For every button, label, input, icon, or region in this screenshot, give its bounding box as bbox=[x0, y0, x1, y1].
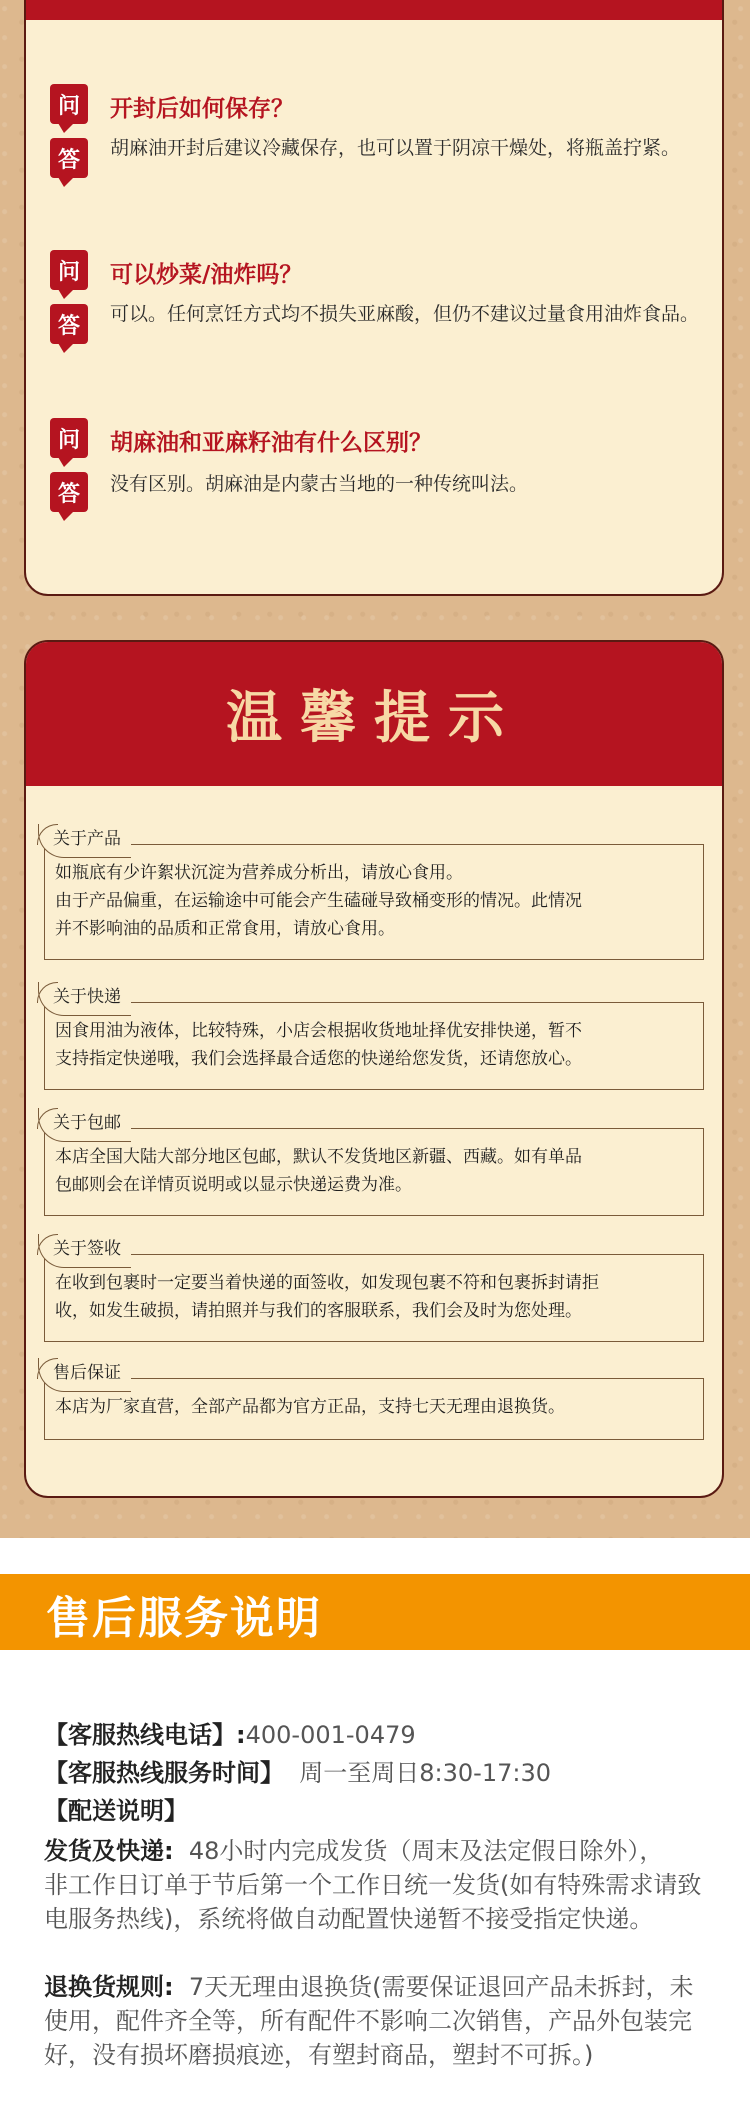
tip-line: 在收到包裹时一定要当着快递的面签收，如发现包裹不符和包裹拆封请拒 bbox=[55, 1273, 599, 1293]
tips-card bbox=[24, 640, 724, 1498]
faq-question: 开封后如何保存？ bbox=[110, 96, 294, 122]
delivery-heading bbox=[44, 1794, 724, 1828]
return-line: 使用，配件齐全等，所有配件不影响二次销售，产品外包装完 bbox=[44, 2007, 692, 2035]
shipping-line: 非工作日订单于节后第一个工作日统一发货(如有特殊需求请致 bbox=[44, 1871, 702, 1899]
tip-line: 收，如发生破损，请拍照并与我们的客服联系，我们会及时为您处理。 bbox=[55, 1301, 582, 1321]
tip-box bbox=[44, 1378, 704, 1440]
tips-title: 温馨提示 bbox=[226, 685, 522, 751]
question-badge: 问 bbox=[50, 418, 88, 458]
faq-question: 可以炒菜/油炸吗？ bbox=[110, 262, 303, 288]
shipping-label: 发货及快递: bbox=[44, 1837, 174, 1865]
tip-box bbox=[44, 844, 704, 960]
service-title: 售后服务说明 bbox=[46, 1593, 322, 1644]
answer-badge: 答 bbox=[50, 472, 88, 512]
shipping-line: 电服务热线)，系统将做自动配置快递暂不接受指定快递。 bbox=[44, 1905, 654, 1933]
tip-box bbox=[44, 1254, 704, 1342]
delivery-label: 【配送说明】 bbox=[44, 1797, 188, 1825]
question-badge: 问 bbox=[50, 84, 88, 124]
tip-label: 关于产品 bbox=[38, 824, 131, 858]
tip-label: 关于包邮 bbox=[38, 1108, 131, 1142]
return-block bbox=[44, 1970, 724, 2072]
tip-line: 并不影响油的品质和正常食用，请放心食用。 bbox=[55, 919, 395, 939]
hours-label: 【客服热线服务时间】 bbox=[44, 1759, 284, 1787]
tip-line: 支持指定快递哦，我们会选择最合适您的快递给您发货，还请您放心。 bbox=[55, 1049, 582, 1069]
tip-line: 如瓶底有少许絮状沉淀为营养成分析出，请放心食用。 bbox=[55, 863, 463, 883]
hotline-row bbox=[44, 1718, 724, 1752]
service-title-bar bbox=[0, 1574, 750, 1650]
faq-answer: 没有区别。胡麻油是内蒙古当地的一种传统叫法。 bbox=[110, 473, 529, 495]
tip-line: 由于产品偏重，在运输途中可能会产生磕碰导致桶变形的情况。此情况 bbox=[55, 891, 582, 911]
return-line: 好，没有损坏磨损痕迹，有塑封商品，塑封不可拆。) bbox=[44, 2041, 594, 2069]
tip-line: 本店全国大陆大部分地区包邮，默认不发货地区新疆、西藏。如有单品 bbox=[55, 1147, 582, 1167]
hours-row bbox=[44, 1756, 724, 1790]
shipping-block bbox=[44, 1834, 724, 1936]
return-line: 7天无理由退换货(需要保证退回产品未拆封，未 bbox=[188, 1973, 694, 2001]
faq-card bbox=[24, 0, 724, 596]
tip-line: 包邮则会在详情页说明或以显示快递运费为准。 bbox=[55, 1175, 412, 1195]
shipping-line: 48小时内完成发货（周末及法定假日除外）， bbox=[188, 1837, 664, 1865]
faq-question: 胡麻油和亚麻籽油有什么区别？ bbox=[110, 430, 432, 456]
hotline-label: 【客服热线电话】: bbox=[44, 1721, 246, 1749]
answer-badge: 答 bbox=[50, 138, 88, 178]
answer-badge: 答 bbox=[50, 304, 88, 344]
question-badge: 问 bbox=[50, 250, 88, 290]
tip-label: 售后保证 bbox=[38, 1358, 131, 1392]
tip-line: 本店为厂家直营，全部产品都为官方正品，支持七天无理由退换货。 bbox=[55, 1397, 565, 1417]
faq-answer: 可以。任何烹饪方式均不损失亚麻酸，但仍不建议过量食用油炸食品。 bbox=[110, 303, 700, 325]
hotline-value: 400-001-0479 bbox=[245, 1721, 416, 1749]
hours-value: 周一至周日8:30-17:30 bbox=[299, 1759, 551, 1787]
tip-label: 关于签收 bbox=[38, 1234, 131, 1268]
tip-box bbox=[44, 1128, 704, 1216]
tip-box bbox=[44, 1002, 704, 1090]
tips-header bbox=[26, 642, 722, 786]
return-label: 退换货规则: bbox=[44, 1973, 174, 2001]
faq-answer: 胡麻油开封后建议冷藏保存，也可以置于阴凉干燥处，将瓶盖拧紧。 bbox=[110, 137, 681, 159]
tip-line: 因食用油为液体，比较特殊，小店会根据收货地址择优安排快递，暂不 bbox=[55, 1021, 582, 1041]
tip-label: 关于快递 bbox=[38, 982, 131, 1016]
faq-card-header-band bbox=[26, 0, 722, 20]
